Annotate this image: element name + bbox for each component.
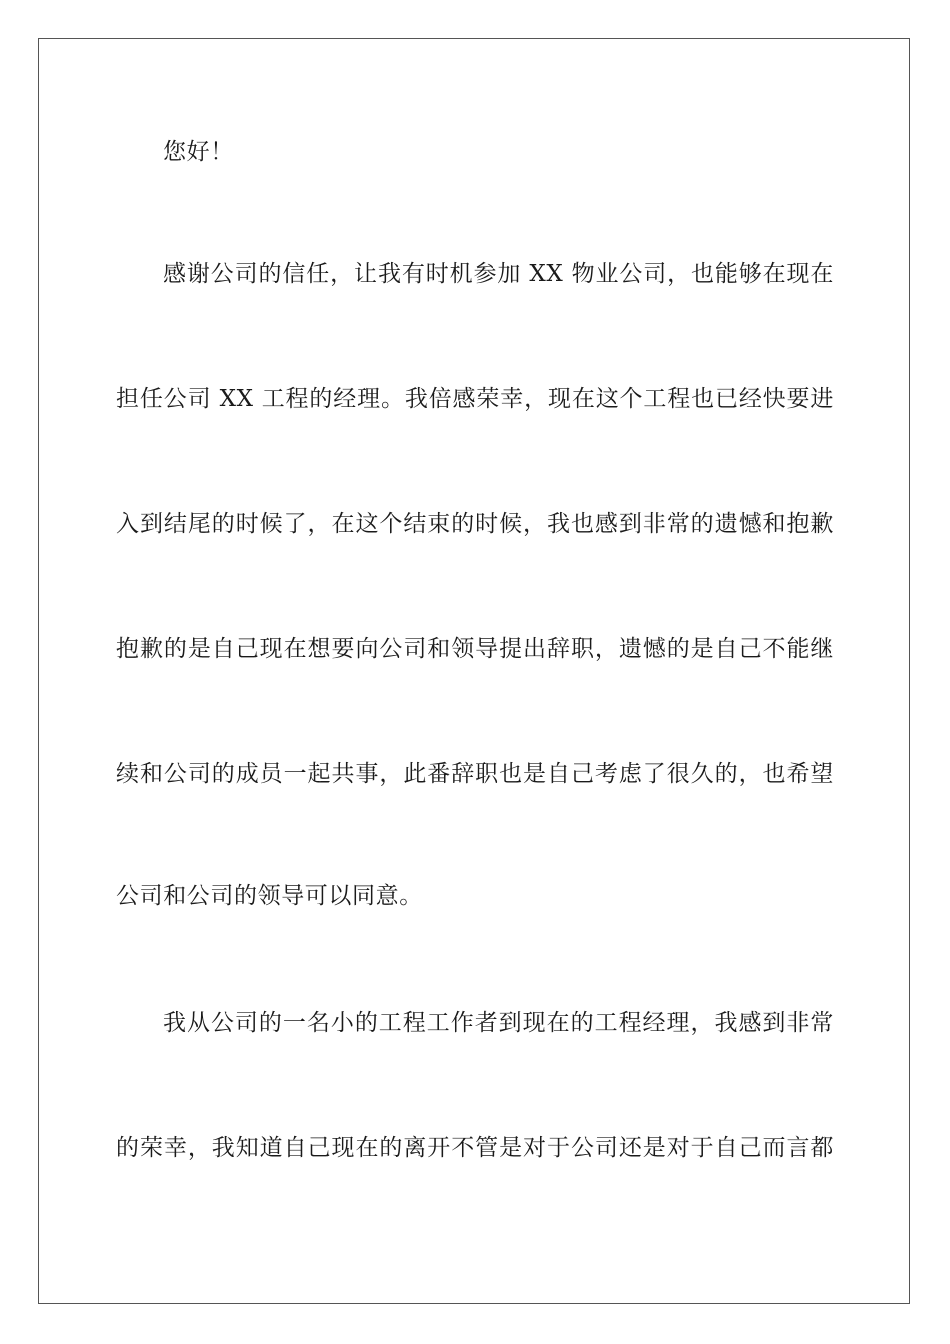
paragraph-2-line-2: 的荣幸，我知道自己现在的离开不管是对于公司还是对于自己而言都 — [116, 1135, 834, 1161]
paragraph-1-line-3: 入到结尾的时候了，在这个结束的时候，我也感到非常的遗憾和抱歉 — [116, 511, 834, 537]
greeting-line: 您好！ — [163, 139, 234, 165]
page-frame — [38, 38, 910, 1304]
paragraph-2-line-1: 我从公司的一名小的工程工作者到现在的工程经理，我感到非常 — [163, 1010, 834, 1036]
paragraph-1-line-6: 公司和公司的领导可以同意。 — [116, 883, 423, 909]
paragraph-1-line-4: 抱歉的是自己现在想要向公司和领导提出辞职，遗憾的是自己不能继 — [116, 636, 834, 662]
paragraph-1-line-5: 续和公司的成员一起共事，此番辞职也是自己考虑了很久的，也希望 — [116, 761, 834, 787]
paragraph-1-line-1: 感谢公司的信任，让我有时机参加 XX 物业公司，也能够在现在 — [163, 261, 834, 287]
paragraph-1-line-2: 担任公司 XX 工程的经理。我倍感荣幸，现在这个工程也已经快要进 — [116, 386, 834, 412]
